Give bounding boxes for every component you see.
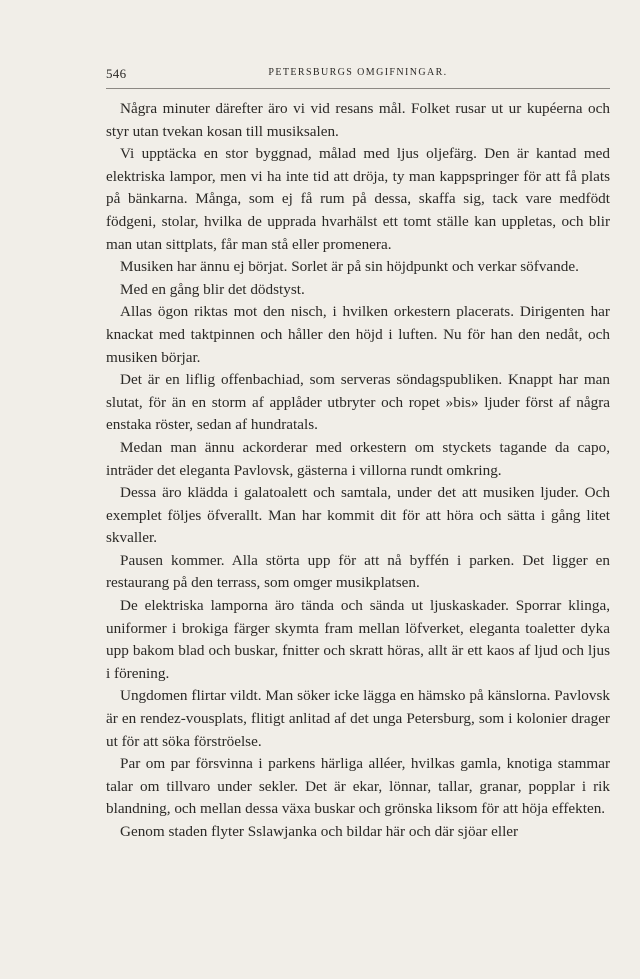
running-title: PETERSBURGS OMGIFNINGAR. [268, 67, 448, 78]
paragraph: Det är en liflig offenbachiad, som serveras söndagspubliken. Knappt har man slutat, för än en storm af applåder utbryter och ropet »bis» ljuder först af några enstaka röster, sedan af hundratals. [106, 371, 610, 434]
paragraph: Musiken har ännu ej börjat. Sorlet är på sin höjdpunkt och verkar söfvande. [120, 258, 579, 276]
paragraph: Medan man ännu ackorderar med orkestern om styckets tagande da capo, inträder det eleganta Pavlovsk, gästerna i villorna rundt omkring. [106, 438, 610, 479]
paragraph: Ungdomen flirtar vildt. Man söker icke lägga en hämsko på känslorna. Pavlovsk är en rendez-vousplats, flitigt anlitad af det unga Petersburg, som i kolonier drager ut för att söka förströelse. [106, 687, 610, 750]
header-rule [106, 88, 610, 89]
paragraph: Par om par försvinna i parkens härliga alléer, hvilkas gamla, knotiga stammar talar om tillvaro under sekler. Det är ekar, lönnar, tallar, granar, popplar i rik blandning, och mellan dessa växa buskar och grönska liksom för att höja effekten. [106, 755, 610, 818]
paragraph: Några minuter därefter äro vi vid resans mål. Folket rusar ut ur kupéerna och styr utan tvekan kosan till musiksalen. [106, 100, 610, 140]
paragraph: Med en gång blir det dödstyst. [120, 280, 305, 298]
paragraph: Genom staden flyter Sslawjanka och bildar här och där sjöar eller [120, 823, 519, 840]
paragraph: Allas ögon riktas mot den nisch, i hvilken orkestern placerats. Dirigenten har knackat med taktpinnen och håller den höjd i luften. Nu för han den nedåt, och musiken börjar. [106, 303, 610, 366]
page-header [106, 66, 610, 86]
body-text [106, 98, 610, 844]
page-number: 546 [106, 66, 127, 81]
paragraph: Pausen kommer. Alla störta upp för att nå byffén i parken. Det ligger en restaurang på den terrass, som omger musikplatsen. [106, 551, 610, 592]
paragraph: Dessa äro klädda i galatoalett och samtala, under det att musiken ljuder. Och exemplet följes öfverallt. Man har kommit dit för att höra och sätta i gång litet skvaller. [106, 484, 610, 547]
paragraph: De elektriska lamporna äro tända och sända ut ljuskaskader. Sporrar klinga, uniformer i brokiga färger skymta fram mellan löfverket, eleganta toaletter dyka upp bakom blad och buskar, fnitter och skratt höras, allt är ett kaos af ljud och ljus i förening. [106, 597, 610, 682]
paragraph: Vi upptäcka en stor byggnad, målad med ljus oljefärg. Den är kantad med elektriska lampor, men vi ha inte tid att dröja, ty man kappspringer för att få plats på bänkarna. Många, som ej få rum på dessa, skaffa sig, tack vare medfödt födgeni, stolar, hvilka de upprada hvarhälst ett tomt ställe kan uppletas, och blir man utan sittplats, får man stå eller promenera. [106, 145, 610, 253]
